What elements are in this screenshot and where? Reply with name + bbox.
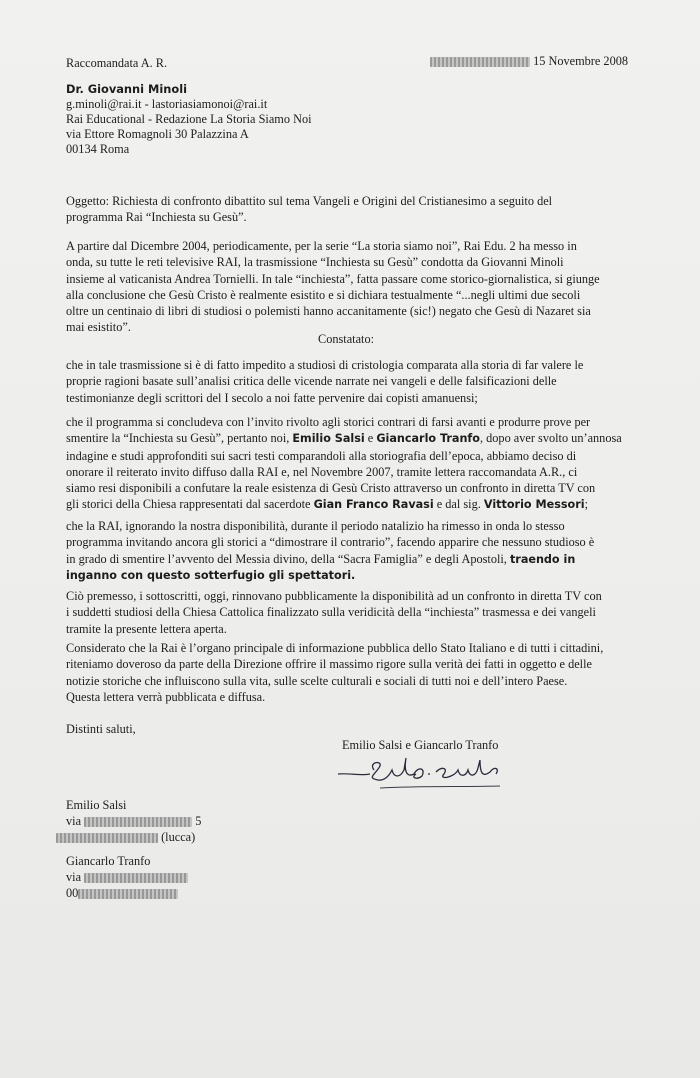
redacted-city-2 <box>78 889 178 899</box>
addr1-name: Emilio Salsi <box>66 798 127 812</box>
recipient-emails: g.minoli@rai.it - lastoriasiamonoi@rai.it <box>66 97 268 111</box>
addr1-street: via 5 <box>66 814 202 828</box>
recipient-city: 00134 Roma <box>66 142 130 156</box>
paragraph-5: Considerato che la Rai è l’organo principale di informazione pubblica dello Stato Italiano e di tutti i cittadini, riteniamo doveroso da parte della Direzione offrire il massimo rigore sulla verità dei fatti in oggetto e delle notizie storiche che influiscono sulla vita, sulle scelte culturali e sociali di tutti noi e dell’intero Paese. Questa lettera verrà pubblicata e diffusa. <box>66 641 604 704</box>
subject-paragraph: Oggetto: Richiesta di confronto dibattito sul tema Vangeli e Origini del Cristianesimo a seguito del programma Rai “Inchiesta su Gesù”. <box>66 194 553 225</box>
redacted-street-2 <box>84 873 188 883</box>
addr2-city: 00 <box>66 886 178 901</box>
recipient-org: Rai Educational - Redazione La Storia Siamo Noi <box>66 112 312 126</box>
recipient-street: via Ettore Romagnoli 30 Palazzina A <box>66 127 249 141</box>
date-line <box>430 54 628 69</box>
redacted-city <box>56 833 158 843</box>
closing: Distinti saluti, <box>66 722 136 736</box>
redacted-place <box>430 57 530 67</box>
addr1-city: (lucca) <box>56 830 195 845</box>
paragraph-4: Ciò premesso, i sottoscritti, oggi, rinnovano pubblicamente la disponibilità ad un confronto in diretta TV con i suddetti studiosi della Chiesa Cattolica finalizzato sulla veridicità della “inchiesta” trasmessa e dei vangeli tramite la presente lettera aperta. <box>66 589 602 636</box>
handwritten-signature <box>330 752 520 794</box>
signers-line: Emilio Salsi e Giancarlo Tranfo <box>342 738 499 752</box>
sender-line: Raccomandata A. R. <box>66 56 168 70</box>
intro-paragraph: A partire dal Dicembre 2004, periodicamente, per la serie “La storia siamo noi”, Rai Edu. 2 ha messo in onda, su tutte le reti televisive RAI, la trasmissione “Inchiesta su Gesù” condotta da Giovanni Minoli insieme al vaticanista Andrea Tornielli. In tale “inchiesta”, fatta passare come storico-giornalistica, si giunge alla conclusione che Gesù Cristo è realmente esistito e si dichiara testualmente “...negli ultimi due secoli oltre un centinaio di libri di studiosi o polemisti hanno accanitamente (sic!) negato che Gesù di Nazaret sia mai esistito”. <box>66 239 600 335</box>
paragraph-2: che il programma si concludeva con l’invito rivolto agli storici contrari di farsi avanti e produrre prove per smentire la “Inchiesta su Gesù”, pertanto noi, Emilio Salsi e Giancarlo Tranfo, dopo aver svolto un’annosa indagine e studi approfonditi sui sacri testi comparandoli alla storiografia dell’epoca, abbiamo deciso di onorare il reiterato invito diffuso dalla RAI e, nel Novembre 2007, tramite lettera raccomandata A.R., ci siamo resi disponibili a confutare la reale esistenza di Gesù Cristo attraverso un confronto in diretta TV con gli storici della Chiesa rappresentati dal sacerdote Gian Franco Ravasi e dal sig. Vittorio Messori; <box>66 415 622 512</box>
recipient-name: Dr. Giovanni Minoli <box>66 82 188 96</box>
addr2-street: via <box>66 870 188 885</box>
constatato-heading: Constatato: <box>318 332 375 346</box>
paragraph-3: che la RAI, ignorando la nostra disponibilità, durante il periodo natalizio ha rimesso in onda lo stesso programma invitando ancora gli storici a “dimostrare il contrario”, facendo apparire che nessuno studioso è in grado di smentire l’avvento del Messia divino, della “Sacra Famiglia” e degli Apostoli, traendo in inganno con questo sotterfugio gli spettatori. <box>66 519 595 582</box>
redacted-street <box>84 817 192 827</box>
addr2-name: Giancarlo Tranfo <box>66 854 151 868</box>
paragraph-1: che in tale trasmissione si è di fatto impedito a studiosi di cristologia comparata alla storia di far valere le proprie ragioni basate sull’analisi critica delle vicende narrate nei vangeli e delle falsificazioni delle testimonianze degli scrittori del I secolo a noi fatte pervenire dai copisti amanuensi; <box>66 358 584 405</box>
date-text: 15 Novembre 2008 <box>533 54 629 68</box>
